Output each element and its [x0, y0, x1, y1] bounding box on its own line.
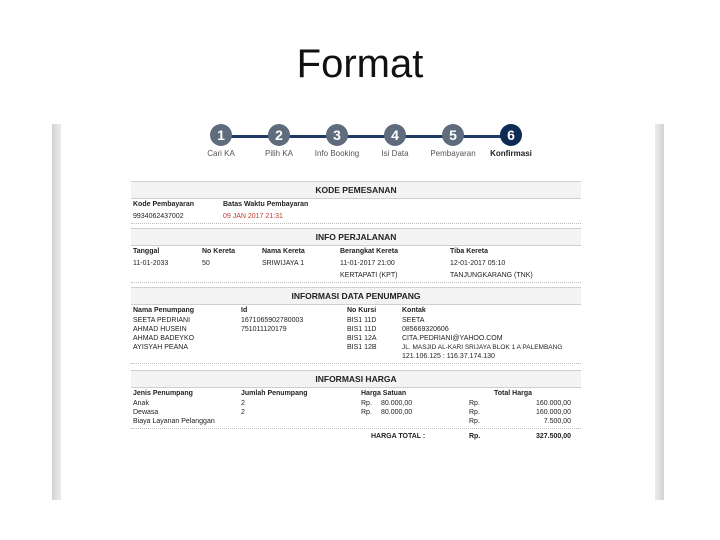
step-number-active: 6 [500, 124, 522, 146]
step-label: Info Booking [314, 149, 360, 158]
price-total: 160.000,00 [535, 400, 571, 407]
col-berangkat: Berangkat Kereta [340, 248, 398, 255]
price-qty: 2 [241, 400, 245, 407]
penumpang-header-row [131, 305, 581, 317]
passenger-contact: 085669320606 [402, 326, 449, 333]
col-tanggal: Tanggal [133, 248, 160, 255]
grand-total-value: 327.500,00 [535, 433, 571, 440]
step-label: Cari KA [207, 149, 235, 158]
price-total-prefix: Rp. [469, 400, 480, 407]
harga-header-row [131, 388, 581, 400]
col-nama-kereta: Nama Kereta [262, 248, 305, 255]
passenger-row [131, 344, 581, 353]
price-total: 160.000,00 [535, 409, 571, 416]
step-label-active: Konfirmasi [490, 149, 532, 158]
step-number: 3 [326, 124, 348, 146]
passenger-contact: CITA.PEDRIANI@YAHOO.COM [402, 335, 503, 342]
frame-shadow-right [655, 124, 664, 500]
passenger-row [131, 317, 581, 326]
price-type: Anak [133, 400, 149, 407]
slide-title: Format [296, 42, 424, 86]
col-tiba: Tiba Kereta [450, 248, 488, 255]
passenger-name: SEETA PEDRIANI [133, 317, 191, 324]
step-isi-data[interactable] [365, 124, 425, 158]
frame-shadow-left [52, 124, 61, 500]
price-unit: 80.000,00 [381, 400, 413, 407]
step-pilih-ka[interactable] [249, 124, 309, 158]
col-batas-waktu: Batas Waktu Pembayaran [223, 201, 309, 208]
kode-value-row [131, 211, 581, 224]
step-number: 1 [210, 124, 232, 146]
passenger-id: 1671065902780003 [241, 317, 304, 324]
arrive-time: 12-01-2017 05:10 [450, 260, 506, 267]
passenger-name: AYISYAH PEANA [133, 344, 188, 351]
col-kontak: Kontak [402, 307, 426, 314]
depart-station: KERTAPATI (KPT) [340, 272, 398, 279]
booking-receipt [131, 181, 581, 443]
passenger-contact: SEETA [402, 317, 425, 324]
passenger-name: AHMAD BADEYKO [133, 335, 195, 342]
col-kode-pembayaran: Kode Pembayaran [133, 201, 195, 208]
payment-code: 9934062437002 [133, 213, 184, 220]
col-jumlah-penumpang: Jumlah Penumpang [241, 390, 308, 397]
step-number: 5 [442, 124, 464, 146]
passenger-contact: 121.106.125 : 116.37.174.130 [402, 353, 495, 360]
passenger-id: 751011120179 [241, 326, 287, 333]
col-total-harga: Total Harga [494, 390, 532, 397]
col-jenis-penumpang: Jenis Penumpang [133, 390, 193, 397]
booking-confirmation-page [61, 124, 655, 500]
step-label: Pilih KA [264, 149, 293, 158]
step-pembayaran[interactable] [423, 124, 483, 158]
price-unit-prefix: Rp. [361, 400, 372, 407]
step-number: 4 [384, 124, 406, 146]
arrive-station: TANJUNGKARANG (TNK) [450, 272, 533, 279]
passenger-row [131, 326, 581, 335]
step-label: Isi Data [381, 149, 409, 158]
col-no-kursi: No Kursi [347, 307, 377, 314]
passenger-seat: BIS1 12B [347, 344, 377, 351]
col-id: Id [241, 307, 248, 314]
step-number: 2 [268, 124, 290, 146]
section-header-penumpang: INFORMASI DATA PENUMPANG [131, 287, 581, 305]
price-type: Dewasa [133, 409, 159, 416]
grand-total-row [131, 429, 581, 443]
kode-header-row [131, 199, 581, 211]
grand-total-prefix: Rp. [469, 433, 481, 440]
trip-date: 11-01-2033 [133, 260, 169, 267]
booking-stepper [191, 124, 541, 174]
price-row [131, 409, 581, 418]
section-header-harga: INFORMASI HARGA [131, 370, 581, 388]
col-no-kereta: No Kereta [202, 248, 236, 255]
price-unit: 80.000,00 [381, 409, 413, 416]
price-row [131, 418, 581, 429]
price-unit-prefix: Rp. [361, 409, 372, 416]
price-total-prefix: Rp. [469, 418, 480, 425]
passenger-row [131, 335, 581, 344]
passenger-row [131, 353, 581, 364]
train-name: SRIWIJAYA 1 [262, 260, 305, 267]
depart-time: 11-01-2017 21:00 [340, 260, 395, 267]
payment-deadline: 09 JAN 2017 21:31 [223, 213, 283, 220]
section-header-perjalanan: INFO PERJALANAN [131, 228, 581, 246]
step-konfirmasi[interactable] [481, 124, 541, 158]
screenshot-frame [52, 124, 664, 500]
step-info-booking[interactable] [307, 124, 367, 158]
passenger-contact: JL. MASJID AL-KARI SRIJAYA BLOK 1 A PALEMBANG [402, 344, 563, 351]
passenger-seat: BIS1 12A [347, 335, 377, 342]
price-type: Biaya Layanan Pelanggan [133, 418, 215, 425]
perjalanan-row [131, 258, 581, 270]
passenger-seat: BIS1 11D [347, 317, 377, 324]
step-cari-ka[interactable] [191, 124, 251, 158]
price-row [131, 400, 581, 409]
col-harga-satuan: Harga Satuan [361, 390, 407, 397]
col-nama-penumpang: Nama Penumpang [133, 307, 195, 314]
perjalanan-header-row [131, 246, 581, 258]
section-header-kode: KODE PEMESANAN [131, 181, 581, 199]
price-total-prefix: Rp. [469, 409, 480, 416]
train-number: 50 [202, 260, 210, 267]
price-total: 7.500,00 [543, 418, 571, 425]
price-qty: 2 [241, 409, 245, 416]
passenger-name: AHMAD HUSEIN [133, 326, 187, 333]
passenger-seat: BIS1 11D [347, 326, 377, 333]
perjalanan-row-stations [131, 270, 581, 283]
grand-total-label: HARGA TOTAL : [371, 433, 426, 440]
step-label: Pembayaran [430, 149, 476, 158]
